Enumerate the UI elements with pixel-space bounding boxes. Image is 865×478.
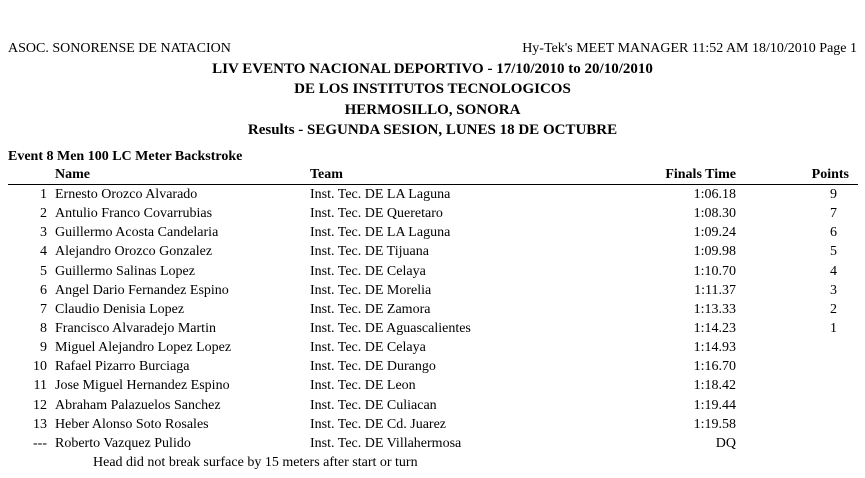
team-cell: Inst. Tec. DE Villahermosa — [310, 436, 462, 451]
event-heading: Event 8 Men 100 LC Meter Backstroke — [8, 149, 243, 164]
name-cell: Roberto Vazquez Pulido — [55, 436, 191, 451]
table-row — [0, 187, 865, 206]
time-cell: 1:14.93 — [693, 340, 736, 355]
team-cell: Inst. Tec. DE Celaya — [310, 340, 426, 355]
table-row — [0, 417, 865, 436]
time-cell: DQ — [715, 436, 736, 451]
place-cell: 7 — [40, 302, 47, 317]
table-row — [0, 398, 865, 417]
points-cell: 7 — [830, 206, 837, 221]
time-cell: 1:09.98 — [693, 244, 736, 259]
points-cell: 3 — [830, 283, 837, 298]
name-cell: Francisco Alvaradejo Martin — [55, 321, 216, 336]
points-cell: 2 — [830, 302, 837, 317]
table-row — [0, 264, 865, 283]
team-cell: Inst. Tec. DE Leon — [310, 378, 416, 393]
time-cell: 1:13.33 — [693, 302, 736, 317]
place-cell: 9 — [40, 340, 47, 355]
table-row — [0, 359, 865, 378]
time-cell: 1:14.23 — [693, 321, 736, 336]
place-cell: 12 — [33, 398, 47, 413]
meet-location: HERMOSILLO, SONORA — [344, 102, 521, 118]
table-row — [0, 283, 865, 302]
name-cell: Abraham Palazuelos Sanchez — [55, 398, 221, 413]
team-cell: Inst. Tec. DE LA Laguna — [310, 225, 451, 240]
place-cell: 10 — [33, 359, 47, 374]
name-cell: Claudio Denisia Lopez — [55, 302, 185, 317]
column-header-points: Points — [811, 167, 849, 182]
time-cell: 1:08.30 — [693, 206, 736, 221]
time-cell: 1:06.18 — [693, 187, 736, 202]
place-cell: 8 — [40, 321, 47, 336]
place-cell: --- — [33, 436, 47, 451]
header-divider — [8, 184, 858, 185]
column-header-name: Name — [55, 167, 90, 182]
place-cell: 5 — [40, 264, 47, 279]
team-cell: Inst. Tec. DE Cd. Juarez — [310, 417, 447, 432]
place-cell: 3 — [40, 225, 47, 240]
points-cell: 6 — [830, 225, 837, 240]
place-cell: 11 — [33, 378, 47, 393]
team-cell: Inst. Tec. DE Durango — [310, 359, 436, 374]
place-cell: 2 — [40, 206, 47, 221]
software-timestamp: Hy-Tek's MEET MANAGER 11:52 AM 18/10/2010 Page 1 — [522, 41, 857, 56]
place-cell: 1 — [40, 187, 47, 202]
name-cell: Ernesto Orozco Alvarado — [55, 187, 198, 202]
place-cell: 4 — [40, 244, 47, 259]
place-cell: 13 — [33, 417, 47, 432]
name-cell: Rafael Pizarro Burciaga — [55, 359, 190, 374]
points-cell: 5 — [830, 244, 837, 259]
name-cell: Heber Alonso Soto Rosales — [55, 417, 209, 432]
table-row — [0, 206, 865, 225]
team-cell: Inst. Tec. DE Queretaro — [310, 206, 443, 221]
team-cell: Inst. Tec. DE Celaya — [310, 264, 426, 279]
time-cell: 1:19.58 — [693, 417, 736, 432]
column-header-team: Team — [310, 167, 343, 182]
name-cell: Miguel Alejandro Lopez Lopez — [55, 340, 232, 355]
disqualification-note: Head did not break surface by 15 meters after start or turn — [93, 455, 418, 470]
column-header-finals-time: Finals Time — [665, 167, 736, 182]
organization-name: ASOC. SONORENSE DE NATACION — [8, 41, 231, 56]
time-cell: 1:16.70 — [693, 359, 736, 374]
team-cell: Inst. Tec. DE Tijuana — [310, 244, 429, 259]
meet-title: LIV EVENTO NACIONAL DEPORTIVO - 17/10/2010 to 20/10/2010 — [212, 61, 653, 77]
name-cell: Guillermo Salinas Lopez — [55, 264, 195, 279]
time-cell: 1:11.37 — [694, 283, 736, 298]
meet-subtitle: DE LOS INSTITUTOS TECNOLOGICOS — [294, 81, 571, 97]
table-row — [0, 302, 865, 321]
points-cell: 9 — [830, 187, 837, 202]
name-cell: Guillermo Acosta Candelaria — [55, 225, 219, 240]
team-cell: Inst. Tec. DE Aguascalientes — [310, 321, 471, 336]
time-cell: 1:10.70 — [693, 264, 736, 279]
team-cell: Inst. Tec. DE Zamora — [310, 302, 431, 317]
team-cell: Inst. Tec. DE LA Laguna — [310, 187, 451, 202]
table-row — [0, 436, 865, 455]
table-row — [0, 225, 865, 244]
table-row — [0, 378, 865, 397]
time-cell: 1:09.24 — [693, 225, 736, 240]
time-cell: 1:18.42 — [693, 378, 736, 393]
session-title: Results - SEGUNDA SESION, LUNES 18 DE OCTUBRE — [247, 122, 618, 138]
points-cell: 4 — [830, 264, 837, 279]
table-row — [0, 244, 865, 263]
name-cell: Alejandro Orozco Gonzalez — [55, 244, 213, 259]
place-cell: 6 — [40, 283, 47, 298]
team-cell: Inst. Tec. DE Culiacan — [310, 398, 437, 413]
table-row — [0, 340, 865, 359]
name-cell: Antulio Franco Covarrubias — [55, 206, 213, 221]
points-cell: 1 — [830, 321, 837, 336]
name-cell: Jose Miguel Hernandez Espino — [55, 378, 230, 393]
table-row — [0, 321, 865, 340]
name-cell: Angel Dario Fernandez Espino — [55, 283, 229, 298]
time-cell: 1:19.44 — [693, 398, 736, 413]
team-cell: Inst. Tec. DE Morelia — [310, 283, 432, 298]
